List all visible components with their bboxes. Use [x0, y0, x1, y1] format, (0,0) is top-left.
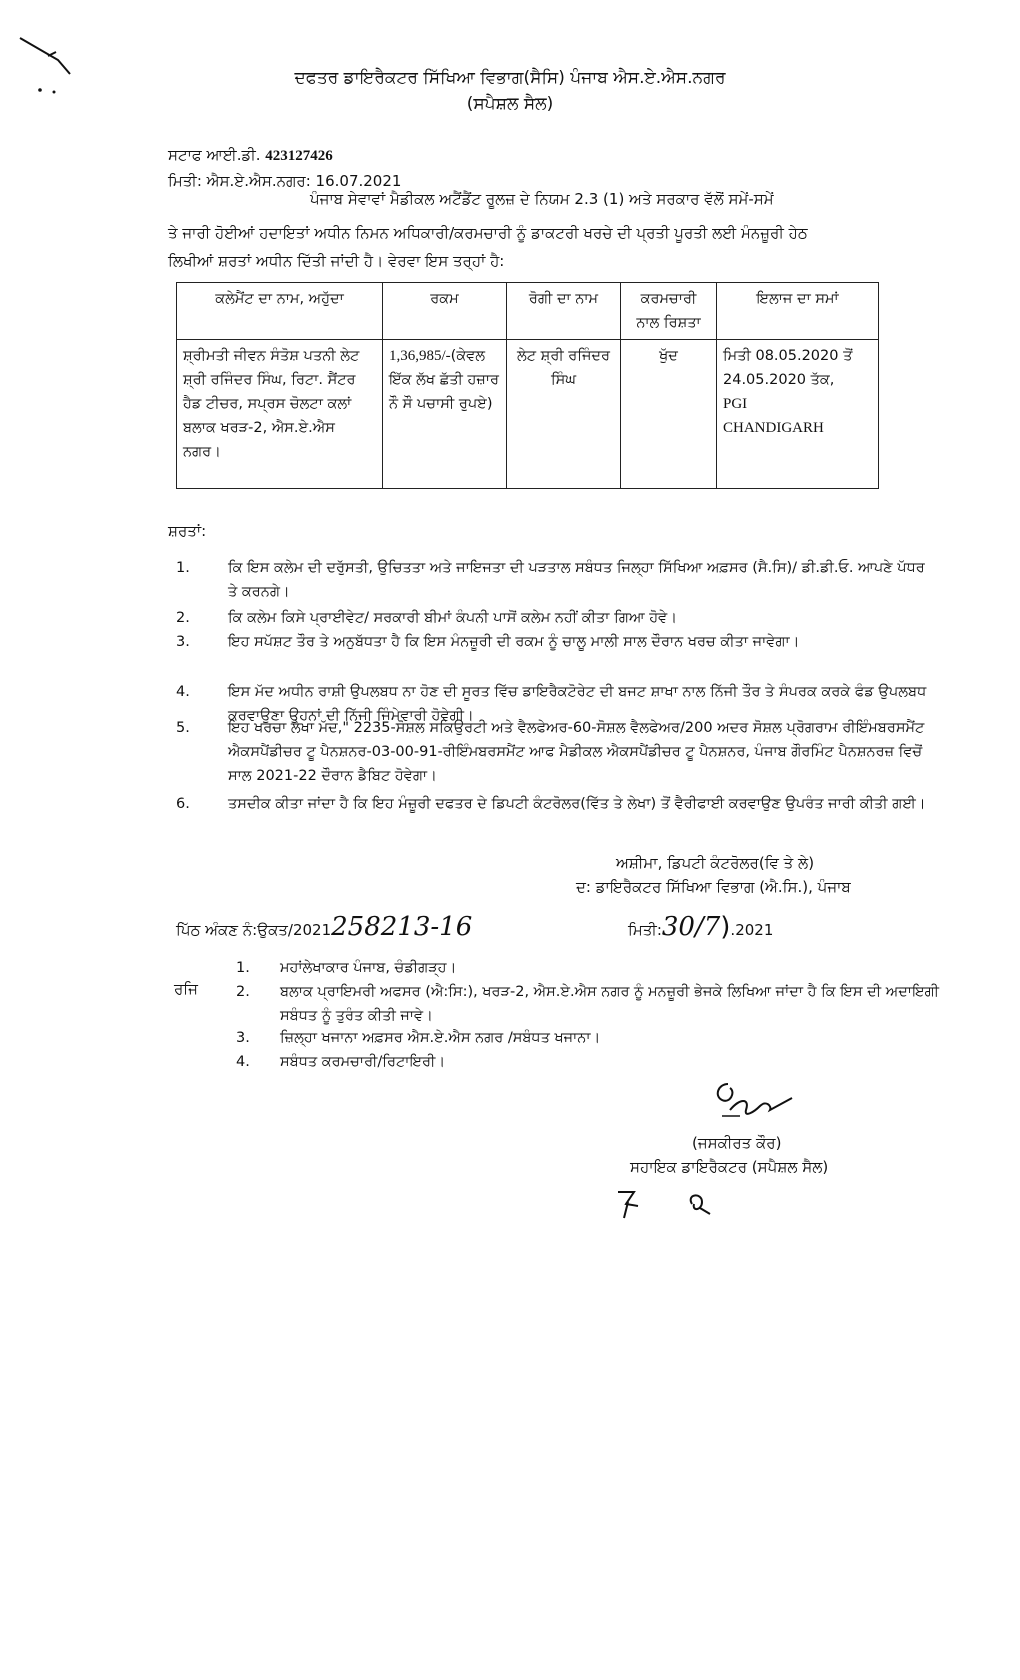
copy-number: 3.: [236, 1030, 250, 1046]
signatory-designation: ਸਹਾਇਕ ਡਾਇਰੈਕਟਰ (ਸਪੈਸ਼ਲ ਸੈਲ): [630, 1158, 829, 1176]
intro-line-3: ਲਿਖੀਆਂ ਸ਼ਰਤਾਂ ਅਧੀਨ ਦਿੱਤੀ ਜਾਂਦੀ ਹੈ। ਵੇਰਵਾ ਇਸ ਤਰ੍ਹਾਂ ਹੈ:: [168, 252, 505, 270]
endorsement-date-suffix: .2021: [730, 921, 774, 939]
amount-words: (ਕੇਵਲ ਇੱਕ ਲੱਖ ਛੱਤੀ ਹਜ਼ਾਰ ਨੌ ਸੌ ਪਚਾਸੀ ਰੁਪਏ): [389, 348, 499, 412]
table-row: [177, 340, 879, 489]
copy-number: 1.: [236, 960, 250, 976]
initials-image: [612, 1184, 732, 1224]
condition-item: [176, 716, 925, 792]
condition-number: 1.: [176, 560, 190, 576]
cell-claimant: ਸ਼੍ਰੀਮਤੀ ਜੀਵਨ ਸੰਤੋਸ਼ ਪਤਨੀ ਲੇਟ ਸ਼੍ਰੀ ਰਜਿੰਦਰ ਸਿੰਘ, ਰਿਟਾ. ਸੈਂਟਰ ਹੈਡ ਟੀਚਰ, ਸਪ੍ਰਸ ਚੋਲਟਾ ਕਲਾਂ ਬਲਾਕ ਖਰੜ-2, ਐਸ.ਏ.ਐਸ ਨਗਰ।: [177, 340, 383, 489]
condition-text: ਇਸ ਮੱਦ ਅਧੀਨ ਰਾਸ਼ੀ ਉਪਲਬਧ ਨਾ ਹੋਣ ਦੀ ਸੂਰਤ ਵਿੱਚ ਡਾਇਰੈਕਟੋਰੇਟ ਦੀ ਬਜਟ ਸ਼ਾਖਾ ਨਾਲ ਨਿੱਜੀ ਤੌਰ ਤੇ ਸੰਪਰਕ ਕਰਕੇ ਫੰਡ ਉਪਲਬਧ ਕਰਵਾਉਣਾ ਉਹਨਾਂ ਦੀ ਨਿੱਜੀ ਜਿੰਮੇਵਾਰੀ ਹੋਵੇਗੀ।: [228, 684, 927, 724]
condition-number: 4.: [176, 684, 190, 700]
sanction-table: [176, 282, 879, 489]
staff-id-label: ਸਟਾਫ ਆਈ.ਡੀ.: [168, 146, 261, 164]
condition-text: ਇਹ ਖਰਚਾ ਲੇਖਾ ਮੱਦ," 2235-ਸੋਸ਼ਲ ਸਕਿਉਰਟੀ ਅਤੇ ਵੈਲਫੇਅਰ-60-ਸੋਸ਼ਲ ਵੈਲਫੇਅਰ/200 ਅਦਰ ਸੋਸ਼ਲ ਪ੍ਰੋਗਰਾਮ ਰੀਇੰਮਬਰਸਮੈਂਟ ਐਕਸਪੈਂਡੀਚਰ ਟੂ ਪੈਨਸ਼ਨਰ-03-00-91-ਰੀਇੰਮਬਰਸਮੈਂਟ ਆਫ ਮੈਡੀਕਲ ਐਕਸਪੈਂਡੀਚਰ ਟੂ ਪੈਨਸ਼ਨਰ, ਪੰਜਾਬ ਗੌਰਮਿੰਟ ਪੈਨਸ਼ਨਰਜ਼ ਵਿਚੋਂ ਸਾਲ 2021-22 ਦੌਰਾਨ ਡੈਬਿਟ ਹੋਵੇਗਾ।: [228, 720, 925, 784]
signatory-name: (ਜਸਕੀਰਤ ਕੌਰ): [692, 1134, 782, 1152]
copy-text: ਮਹਾਂਲੇਖਾਕਾਰ ਪੰਜਾਬ, ਚੰਡੀਗੜ੍ਹ।: [280, 960, 457, 976]
registered-mark: ਰਜਿ: [174, 980, 198, 998]
copy-text: ਬਲਾਕ ਪ੍ਰਾਇਮਰੀ ਅਫਸਰ (ਐ:ਸਿ:), ਖਰੜ-2, ਐਸ.ਏ.ਐਸ ਨਗਰ ਨੂੰ ਮਨਜ਼ੂਰੀ ਭੇਜਕੇ ਲਿਖਿਆ ਜਾਂਦਾ ਹੈ ਕਿ ਇਸ ਦੀ ਅਦਾਇਗੀ ਸਬੰਧਤ ਨੂੰ ਤੁਰੰਤ ਕੀਤੀ ਜਾਵੇ।: [280, 984, 940, 1024]
cell-patient: ਲੇਟ ਸ਼੍ਰੀ ਰਜਿੰਦਰ ਸਿੰਘ: [507, 340, 621, 489]
col-patient: ਰੋਗੀ ਦਾ ਨਾਮ: [507, 283, 621, 340]
table-header-row: [177, 283, 879, 340]
conditions-label: ਸ਼ਰਤਾਂ:: [168, 522, 207, 540]
amount-figure: 1,36,985/-: [389, 348, 451, 364]
scan-mark-icon: [18, 30, 78, 100]
signature-image: [700, 1070, 800, 1130]
col-period: ਇਲਾਜ ਦਾ ਸਮਾਂ: [717, 283, 879, 340]
handwritten-date: 30/7: [661, 912, 721, 942]
intro-line-2: ਤੇ ਜਾਰੀ ਹੋਈਆਂ ਹਦਾਇਤਾਂ ਅਧੀਨ ਨਿਮਨ ਅਧਿਕਾਰੀ/ਕਰਮਚਾਰੀ ਨੂੰ ਡਾਕਟਰੀ ਖਰਚੇ ਦੀ ਪ੍ਰਤੀ ਪੂਰਤੀ ਲਈ ਮੰਨਜ਼ੂਰੀ ਹੇਠ: [168, 224, 808, 242]
cell-subtitle: (ਸਪੈਸ਼ਲ ਸੈਲ): [466, 94, 554, 114]
hospital-name: PGI CHANDIGARH: [723, 396, 824, 436]
condition-item: [176, 630, 896, 680]
condition-text: ਕਿ ਕਲੇਮ ਕਿਸੇ ਪ੍ਰਾਈਵੇਟ/ ਸਰਕਾਰੀ ਬੀਮਾਂ ਕੰਪਨੀ ਪਾਸੋਂ ਕਲੇਮ ਨਹੀਂ ਕੀਤਾ ਗਿਆ ਹੋਵੇ।: [228, 610, 677, 626]
handwritten-endorsement-number: 258213-16: [331, 912, 473, 942]
staff-id-value: 423127426: [265, 148, 333, 164]
office-title: ਦਫਤਰ ਡਾਇਰੈਕਟਰ ਸਿੱਖਿਆ ਵਿਭਾਗ(ਸੈਸਿ) ਪੰਜਾਬ ਐਸ.ਏ.ਐਸ.ਨਗਰ: [294, 68, 726, 88]
col-amount: ਰਕਮ: [383, 283, 507, 340]
col-relation: ਕਰਮਚਾਰੀ ਨਾਲ ਰਿਸ਼ਤਾ: [621, 283, 717, 340]
copy-number: 2.: [236, 984, 250, 1000]
verifier-line-2: ਦ: ਡਾਇਰੈਕਟਰ ਸਿੱਖਿਆ ਵਿਭਾਗ (ਐ.ਸਿ.), ਪੰਜਾਬ: [576, 878, 851, 896]
condition-number: 5.: [176, 720, 190, 736]
date-bracket: ): [720, 912, 731, 942]
condition-item: [176, 556, 925, 606]
condition-text: ਇਹ ਸਪੱਸ਼ਟ ਤੌਰ ਤੇ ਅਨੁਬੱਧਤਾ ਹੈ ਕਿ ਇਸ ਮੰਨਜ਼ੂਰੀ ਦੀ ਰਕਮ ਨੂੰ ਚਾਲੂ ਮਾਲੀ ਸਾਲ ਦੌਰਾਨ ਖਰਚ ਕੀਤਾ ਜਾਵੇਗਾ।: [228, 634, 800, 650]
condition-item: [176, 606, 896, 632]
endorsement-date-label: ਮਿਤੀ:: [628, 921, 662, 939]
endorsement-line: [176, 912, 472, 942]
col-claimant: ਕਲੇਮੈਂਟ ਦਾ ਨਾਮ, ਅਹੁੱਦਾ: [177, 283, 383, 340]
date-line: ਮਿਤੀ: ਐਸ.ਏ.ਐਸ.ਨਗਰ: 16.07.2021: [168, 172, 402, 190]
intro-line-1: ਪੰਜਾਬ ਸੇਵਾਵਾਂ ਮੈਡੀਕਲ ਅਟੈਂਡੈਂਟ ਰੂਲਜ਼ ਦੇ ਨਿਯਮ 2.3 (1) ਅਤੇ ਸਰਕਾਰ ਵੱਲੋਂ ਸਮੇਂ-ਸਮੇਂ: [310, 190, 774, 208]
copy-number: 4.: [236, 1054, 250, 1070]
copy-text: ਜ਼ਿਲ੍ਹਾ ਖਜਾਨਾ ਅਫ਼ਸਰ ਐਸ.ਏ.ਐਸ ਨਗਰ /ਸਬੰਧਤ ਖਜਾਨਾ।: [280, 1030, 601, 1046]
endorsement-date: [628, 912, 773, 942]
condition-number: 2.: [176, 610, 190, 626]
condition-text: ਤਸਦੀਕ ਕੀਤਾ ਜਾਂਦਾ ਹੈ ਕਿ ਇਹ ਮੰਜ਼ੂਰੀ ਦਫਤਰ ਦੇ ਡਿਪਟੀ ਕੰਟਰੋਲਰ(ਵਿੱਤ ਤੇ ਲੇਖਾ) ਤੋਂ ਵੈਰੀਫਾਈ ਕਰਵਾਉਣ ਉਪਰੰਤ ਜਾਰੀ ਕੀਤੀ ਗਈ।: [228, 796, 926, 812]
condition-text: ਕਿ ਇਸ ਕਲੇਮ ਦੀ ਦਰੁੱਸਤੀ, ਉਚਿਤਤਾ ਅਤੇ ਜਾਇਜਤਾ ਦੀ ਪੜਤਾਲ ਸਬੰਧਤ ਜਿਲ੍ਹਾ ਸਿੱਖਿਆ ਅਫ਼ਸਰ (ਸੈ.ਸਿ)/ ਡੀ.ਡੀ.ਓ. ਆਪਣੇ ਪੱਧਰ ਤੇ ਕਰਨਗੇ।: [228, 560, 925, 600]
verifier-line-1: ਅਸ਼ੀਮਾ, ਡਿਪਟੀ ਕੰਟਰੋਲਰ(ਵਿ ਤੇ ਲੇ): [616, 854, 815, 872]
condition-number: 6.: [176, 796, 190, 812]
cell-period: [717, 340, 879, 489]
condition-number: 3.: [176, 634, 190, 650]
endorsement-prefix: ਪਿੱਠ ਅੰਕਣ ਨੰ:ਉਕਤ/2021: [176, 921, 332, 939]
condition-item: [176, 792, 926, 842]
copy-text: ਸਬੰਧਤ ਕਰਮਚਾਰੀ/ਰਿਟਾਇਰੀ।: [280, 1054, 446, 1070]
staff-id-line: [168, 146, 333, 165]
period-dates: ਮਿਤੀ 08.05.2020 ਤੋਂ 24.05.2020 ਤੱਕ,: [723, 348, 853, 388]
cell-relation: ਖੁੱਦ: [621, 340, 717, 489]
cell-amount: [383, 340, 507, 489]
